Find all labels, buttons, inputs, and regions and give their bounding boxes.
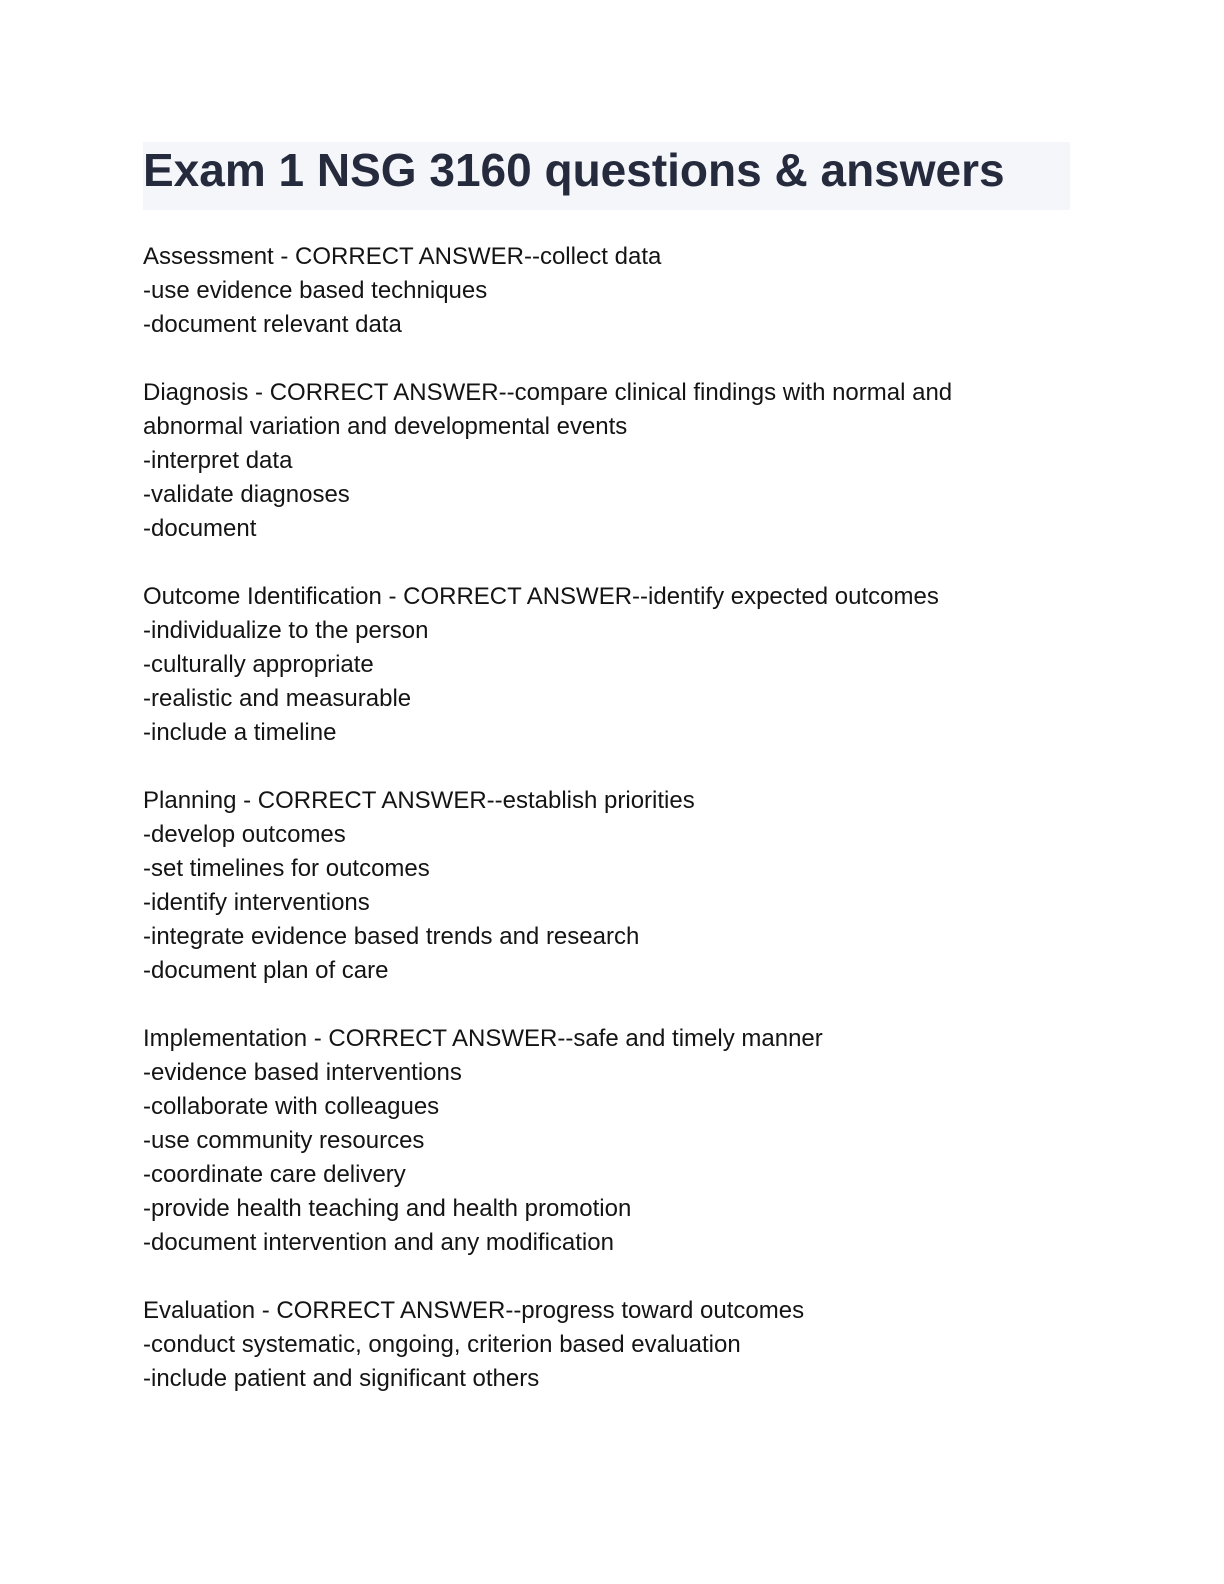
qa-answer-line: -conduct systematic, ongoing, criterion based evaluation [143,1331,741,1358]
qa-answer-line: -include patient and significant others [143,1365,540,1392]
qa-answer-line: -document intervention and any modification [143,1229,614,1256]
qa-list [143,240,1073,1430]
qa-answer-line: -use community resources [143,1127,425,1154]
qa-question-line: Implementation - CORRECT ANSWER--safe and timely manner [143,1025,823,1052]
qa-answer-line: -collaborate with colleagues [143,1093,440,1120]
qa-question-line: Evaluation - CORRECT ANSWER--progress toward outcomes [143,1297,805,1324]
qa-entry-assessment [143,240,1073,342]
qa-answer-line: -develop outcomes [143,821,346,848]
qa-entry-outcome-identification [143,580,1073,750]
qa-answer-line: -interpret data [143,447,293,474]
qa-answer-line: -set timelines for outcomes [143,855,430,882]
qa-answer-line: -individualize to the person [143,617,429,644]
qa-answer-line: abnormal variation and developmental events [143,413,628,440]
qa-answer-line: -integrate evidence based trends and research [143,923,640,950]
qa-entry-diagnosis [143,376,1073,546]
qa-answer-line: -document [143,515,257,542]
qa-question-line: Planning - CORRECT ANSWER--establish priorities [143,787,695,814]
qa-answer-line: -evidence based interventions [143,1059,462,1086]
qa-answer-line: -realistic and measurable [143,685,412,712]
document-title: Exam 1 NSG 3160 questions & answers [143,144,1005,196]
qa-answer-line: -culturally appropriate [143,651,374,678]
qa-question-line: Assessment - CORRECT ANSWER--collect data [143,243,662,270]
qa-question-line: Outcome Identification - CORRECT ANSWER--identify expected outcomes [143,583,939,610]
qa-entry-evaluation [143,1294,1073,1396]
qa-entry-planning [143,784,1073,988]
qa-answer-line: -provide health teaching and health promotion [143,1195,632,1222]
qa-answer-line: -document relevant data [143,311,402,338]
qa-answer-line: -validate diagnoses [143,481,350,508]
qa-answer-line: -identify interventions [143,889,370,916]
qa-answer-line: -include a timeline [143,719,337,746]
qa-answer-line: -document plan of care [143,957,389,984]
qa-entry-implementation [143,1022,1073,1260]
qa-answer-line: -use evidence based techniques [143,277,488,304]
qa-question-line: Diagnosis - CORRECT ANSWER--compare clinical findings with normal and [143,379,953,406]
qa-answer-line: -coordinate care delivery [143,1161,406,1188]
